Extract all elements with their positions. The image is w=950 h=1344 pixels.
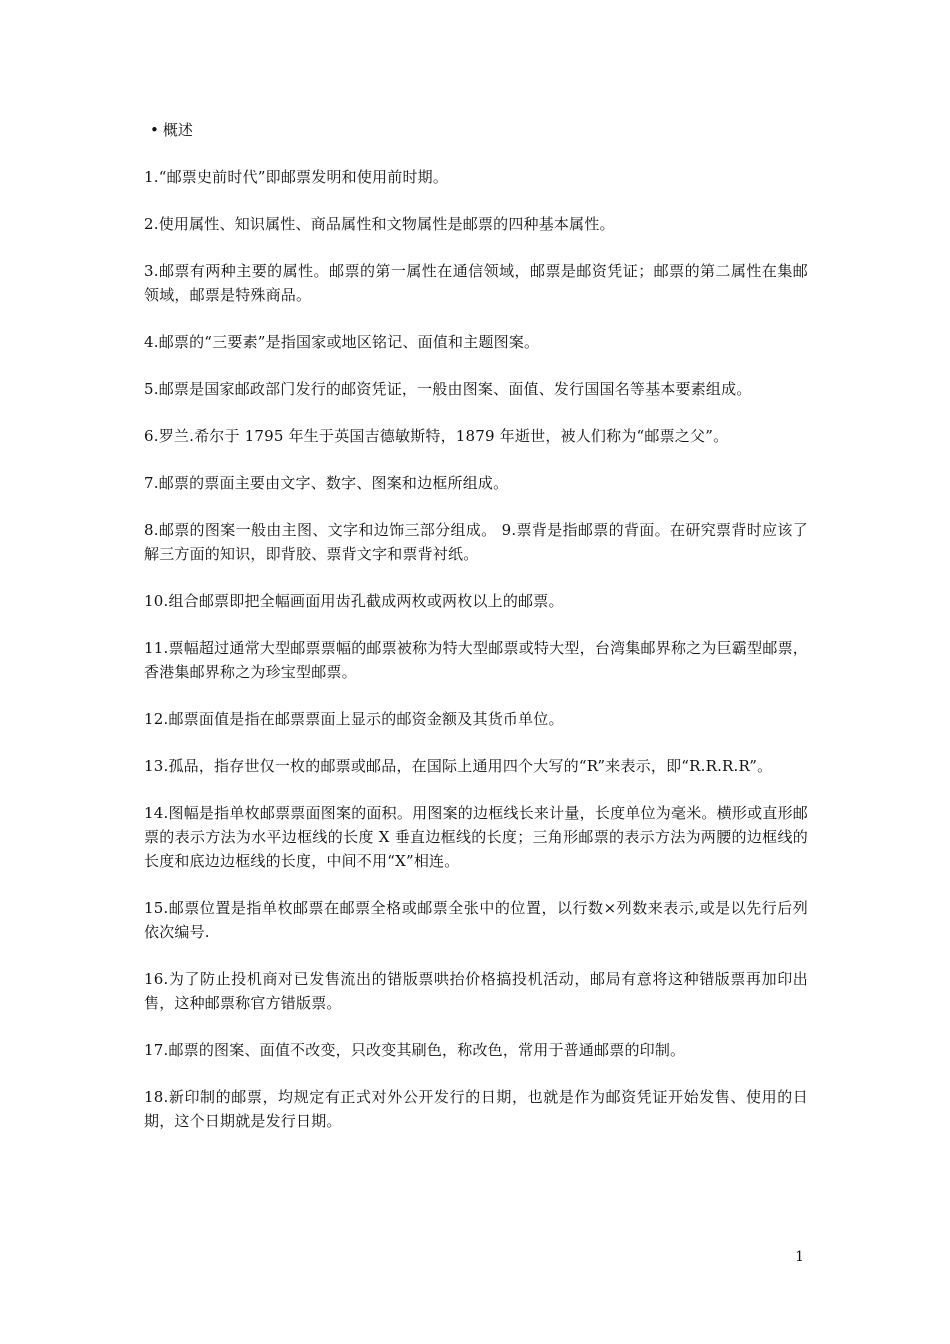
paragraph-15: 15.邮票位置是指单枚邮票在邮票全格或邮票全张中的位置，以行数×列数来表示,或是以先行后列依次编号. — [144, 899, 808, 941]
paragraph-2: 2.使用属性、知识属性、商品属性和文物属性是邮票的四种基本属性。 — [144, 215, 615, 233]
paragraph-16: 16.为了防止投机商对已发售流出的错版票哄抬价格搞投机活动，邮局有意将这种错版票再加印出售，这种邮票称官方错版票。 — [144, 970, 808, 1012]
paragraph-14: 14.图幅是指单枚邮票票面图案的面积。用图案的边框线长来计量，长度单位为毫米。横形或直形邮票的表示方法为水平边框线的长度 X 垂直边框线的长度；三角形邮票的表示方法为两腰的边框线的长度和底边边框线的长度，中间不用“X”相连。 — [144, 804, 808, 870]
paragraph-4: 4.邮票的“三要素”是指国家或地区铭记、面值和主题图案。 — [144, 333, 540, 351]
paragraph-11: 11.票幅超过通常大型邮票票幅的邮票被称为特大型邮票或特大型，台湾集邮界称之为巨霸型邮票，香港集邮界称之为珍宝型邮票。 — [144, 639, 808, 681]
paragraph-5: 5.邮票是国家邮政部门发行的邮资凭证，一般由图案、面值、发行国国名等基本要素组成。 — [144, 380, 752, 398]
bullet-icon: • — [150, 121, 159, 139]
document-body — [144, 118, 808, 1156]
paragraph-12: 12.邮票面值是指在邮票票面上显示的邮资金额及其货币单位。 — [144, 710, 564, 728]
paragraph-18: 18.新印制的邮票，均规定有正式对外公开发行的日期，也就是作为邮资凭证开始发售、使用的日期，这个日期就是发行日期。 — [144, 1088, 808, 1130]
paragraph-6: 6.罗兰.希尔于 1795 年生于英国吉德敏斯特，1879 年逝世，被人们称为“邮票之父”。 — [144, 427, 729, 445]
section-heading — [150, 118, 808, 142]
section-heading-text: 概述 — [162, 121, 193, 139]
paragraph-10: 10.组合邮票即把全幅画面用齿孔截成两枚或两枚以上的邮票。 — [144, 592, 564, 610]
paragraph-1: 1.“邮票史前时代”即邮票发明和使用前时期。 — [144, 168, 449, 186]
page-number: 1 — [795, 1249, 804, 1265]
paragraph-8-9: 8.邮票的图案一般由主图、文字和边饰三部分组成。 9.票背是指邮票的背面。在研究票背时应该了解三方面的知识，即背胶、票背文字和票背衬纸。 — [144, 521, 808, 563]
paragraph-13: 13.孤品，指存世仅一枚的邮票或邮品，在国际上通用四个大写的“R”来表示，即“R.R.R.R”。 — [144, 757, 773, 775]
paragraph-17: 17.邮票的图案、面值不改变，只改变其刷色，称改色，常用于普通邮票的印制。 — [144, 1041, 686, 1059]
paragraph-3: 3.邮票有两种主要的属性。邮票的第一属性在通信领域，邮票是邮资凭证；邮票的第二属性在集邮领域，邮票是特殊商品。 — [144, 262, 808, 304]
paragraph-7: 7.邮票的票面主要由文字、数字、图案和边框所组成。 — [144, 474, 509, 492]
